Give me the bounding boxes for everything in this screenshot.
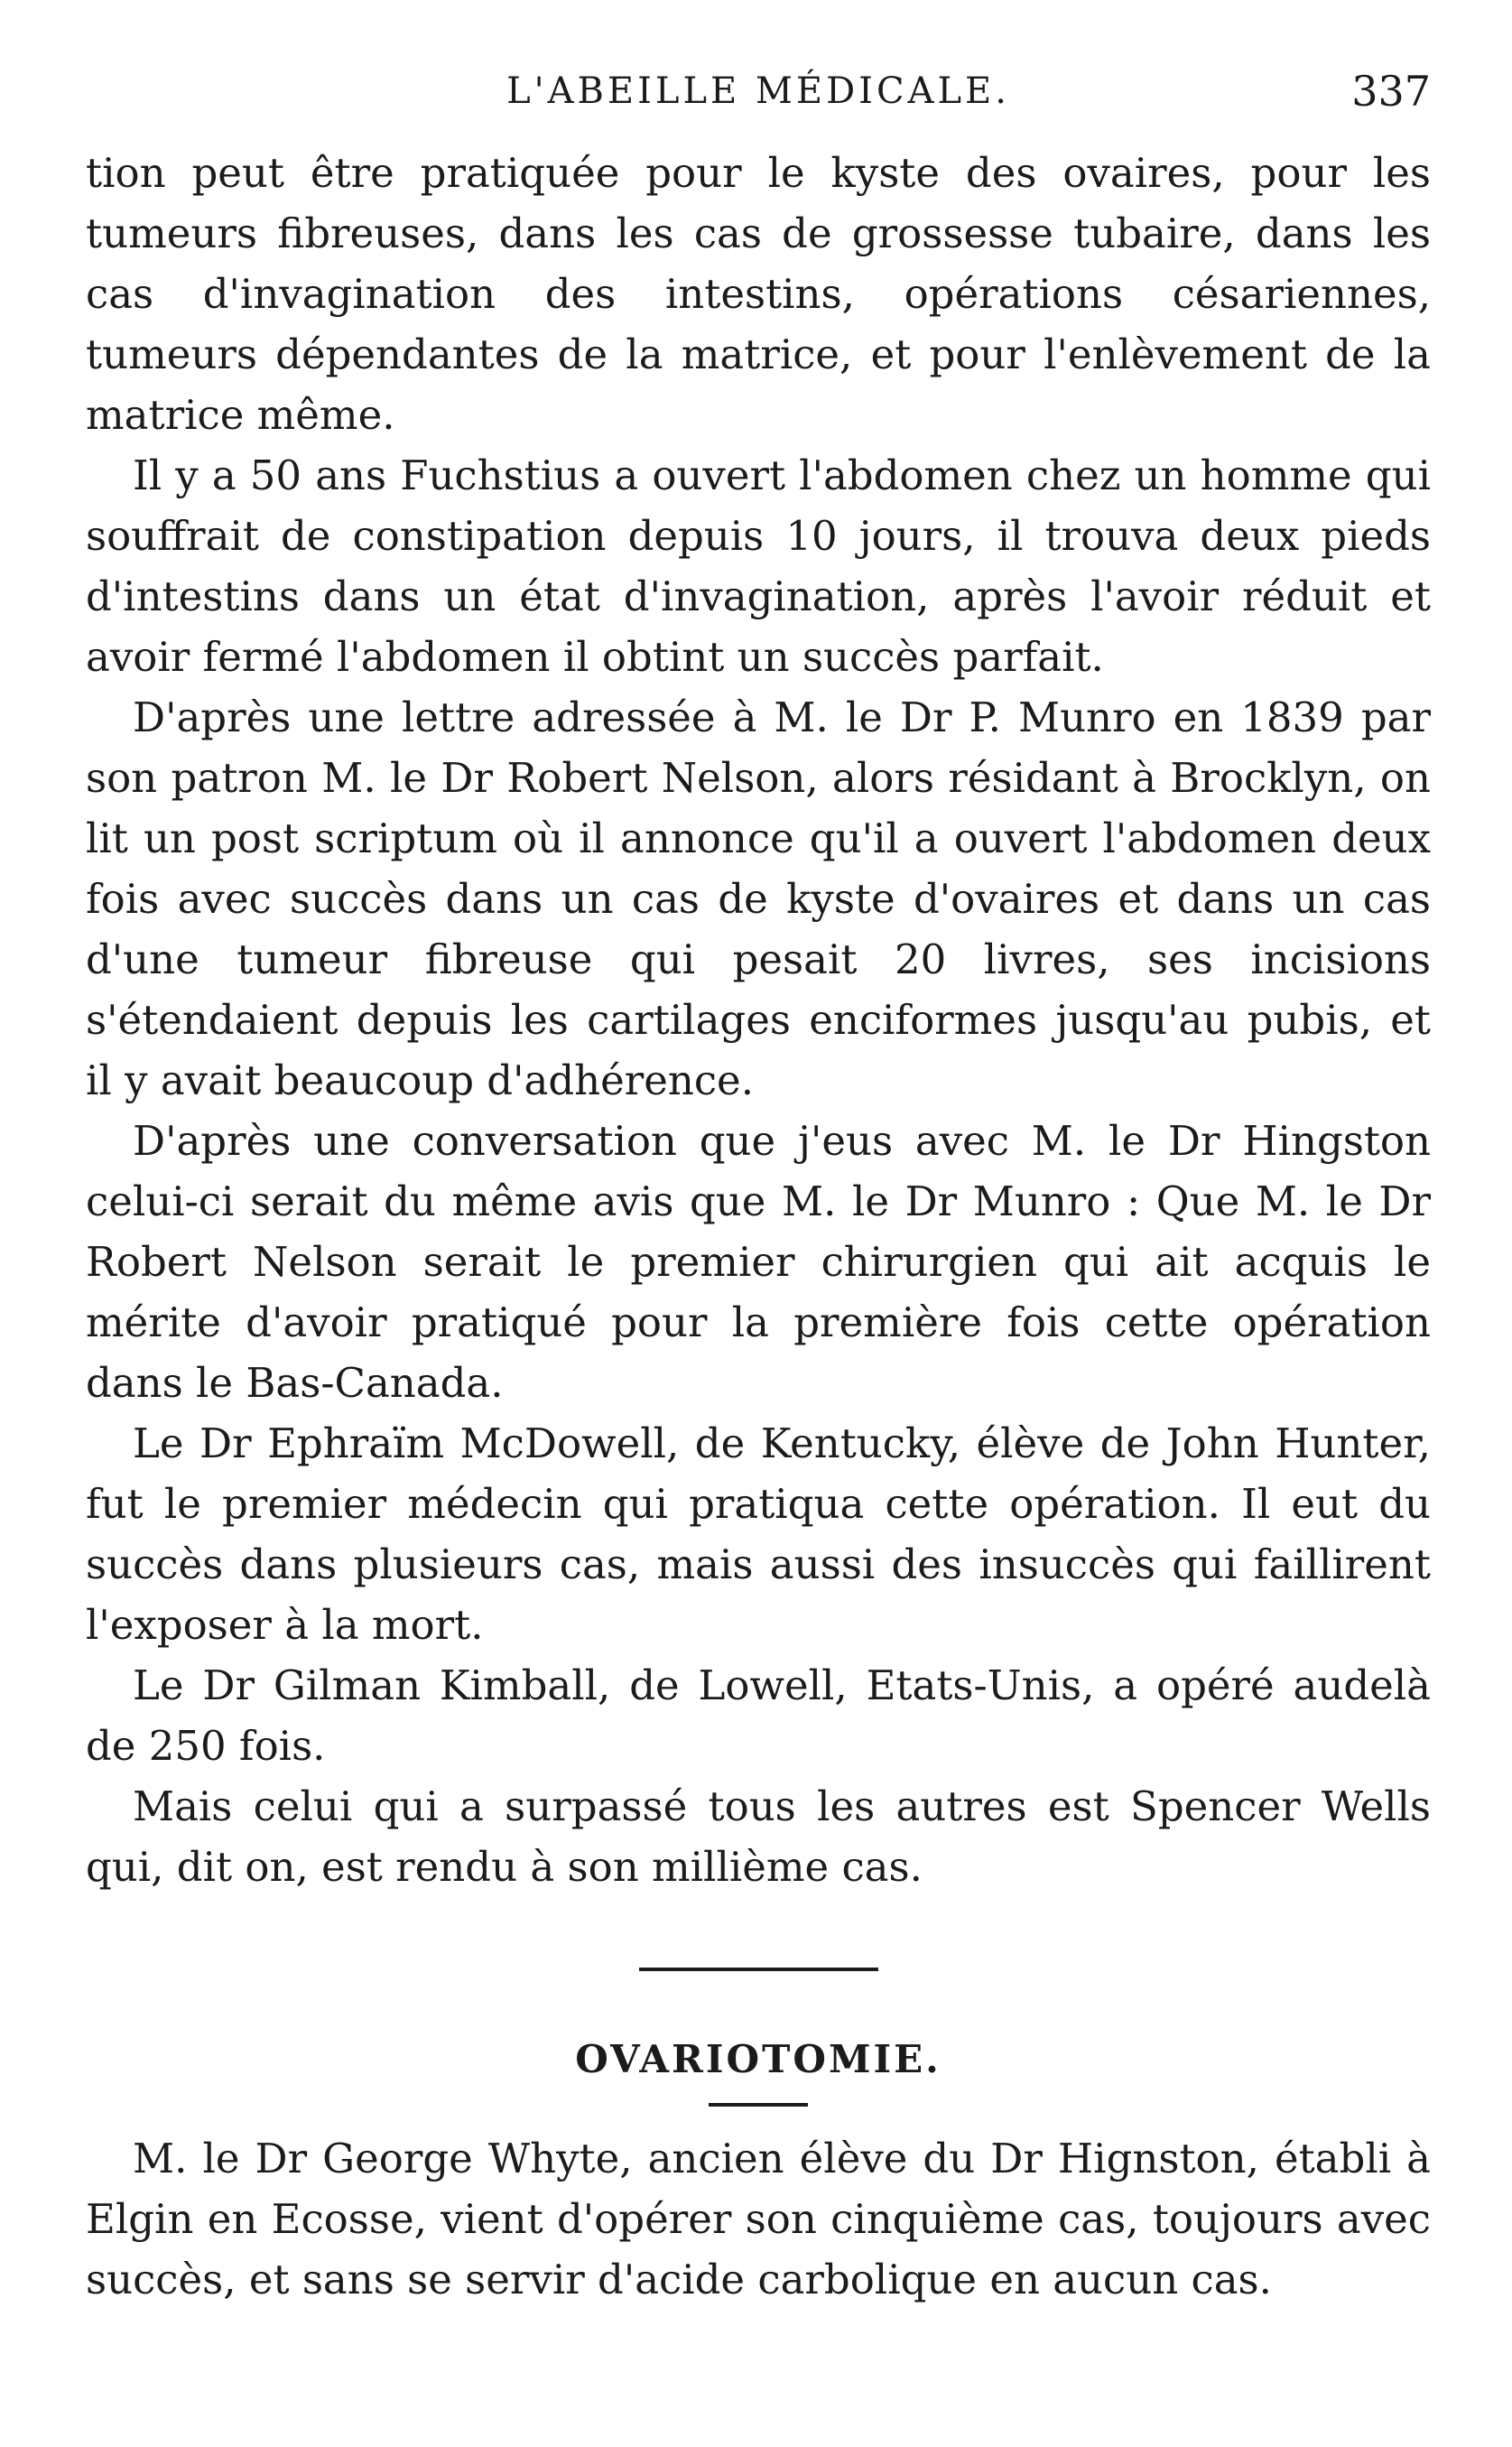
paragraph-spencer-wells: Mais celui qui a surpassé tous les autres est Spencer Wells qui, dit on, est rendu à son millième cas. xyxy=(86,1782,1431,1891)
paragraph-kimball: Le Dr Gilman Kimball, de Lowell, Etats-Unis, a opéré audelà de 250 fois. xyxy=(86,1661,1431,1770)
heading-underline xyxy=(709,2103,808,2107)
paragraph-fuchstius: Il y a 50 ans Fuchstius a ouvert l'abdomen chez un homme qui souffrait de constipation depuis 10 jours, il trouva deux pieds d'intestins dans un état d'invagination, après l'avoir réduit et avoir fermé l'abdomen il obtint un succès parfait. xyxy=(86,451,1431,681)
paragraph-whyte: M. le Dr George Whyte, ancien élève du Dr Hignston, établi à Elgin en Ecosse, vient d'opérer son cinquième cas, toujours avec succès, et sans se servir d'acide carbolique en aucun cas. xyxy=(86,2135,1431,2303)
section-divider xyxy=(639,1968,878,1971)
paragraph-continued: tion peut être pratiquée pour le kyste des ovaires, pour les tumeurs fibreuses, dans les cas de grossesse tubaire, dans les cas d'invagination des intestins, opérations césariennes, tumeurs dépendantes de la matrice, et pour l'enlèvement de la matrice même. xyxy=(86,149,1431,439)
document-page xyxy=(86,63,1431,2402)
paragraph-mcdowell: Le Dr Ephraïm McDowell, de Kentucky, élève de John Hunter, fut le premier médecin qui pratiqua cette opération. Il eut du succès dans plusieurs cas, mais aussi des insuccès qui faillirent l'exposer à la mort. xyxy=(86,1419,1431,1649)
paragraph-hingston: D'après une conversation que j'eus avec M. le Dr Hingston celui-ci serait du même avis que M. le Dr Munro : Que M. le Dr Robert Nelson serait le premier chirurgien qui ait acquis le mérite d'avoir pratiqué pour la première fois cette opération dans le Bas-Canada. xyxy=(86,1117,1431,1407)
page-number: 337 xyxy=(1351,67,1431,116)
running-header xyxy=(86,63,1431,126)
section-heading: OVARIOTOMIE. xyxy=(575,2037,942,2081)
journal-title: L'ABEILLE MÉDICALE. xyxy=(506,70,1010,112)
paragraph-munro-letter: D'après une lettre adressée à M. le Dr P. Munro en 1839 par son patron M. le Dr Robert Nelson, alors résidant à Brocklyn, on lit un post scriptum où il annonce qu'il a ouvert l'abdomen deux fois avec succès dans un cas de kyste d'ovaires et dans un cas d'une tumeur fibreuse qui pesait 20 livres, ses incisions s'étendaient depuis les cartilages enciformes jusqu'au pubis, et il y avait beaucoup d'adhérence. xyxy=(86,693,1431,1104)
body-text xyxy=(86,143,1431,2310)
